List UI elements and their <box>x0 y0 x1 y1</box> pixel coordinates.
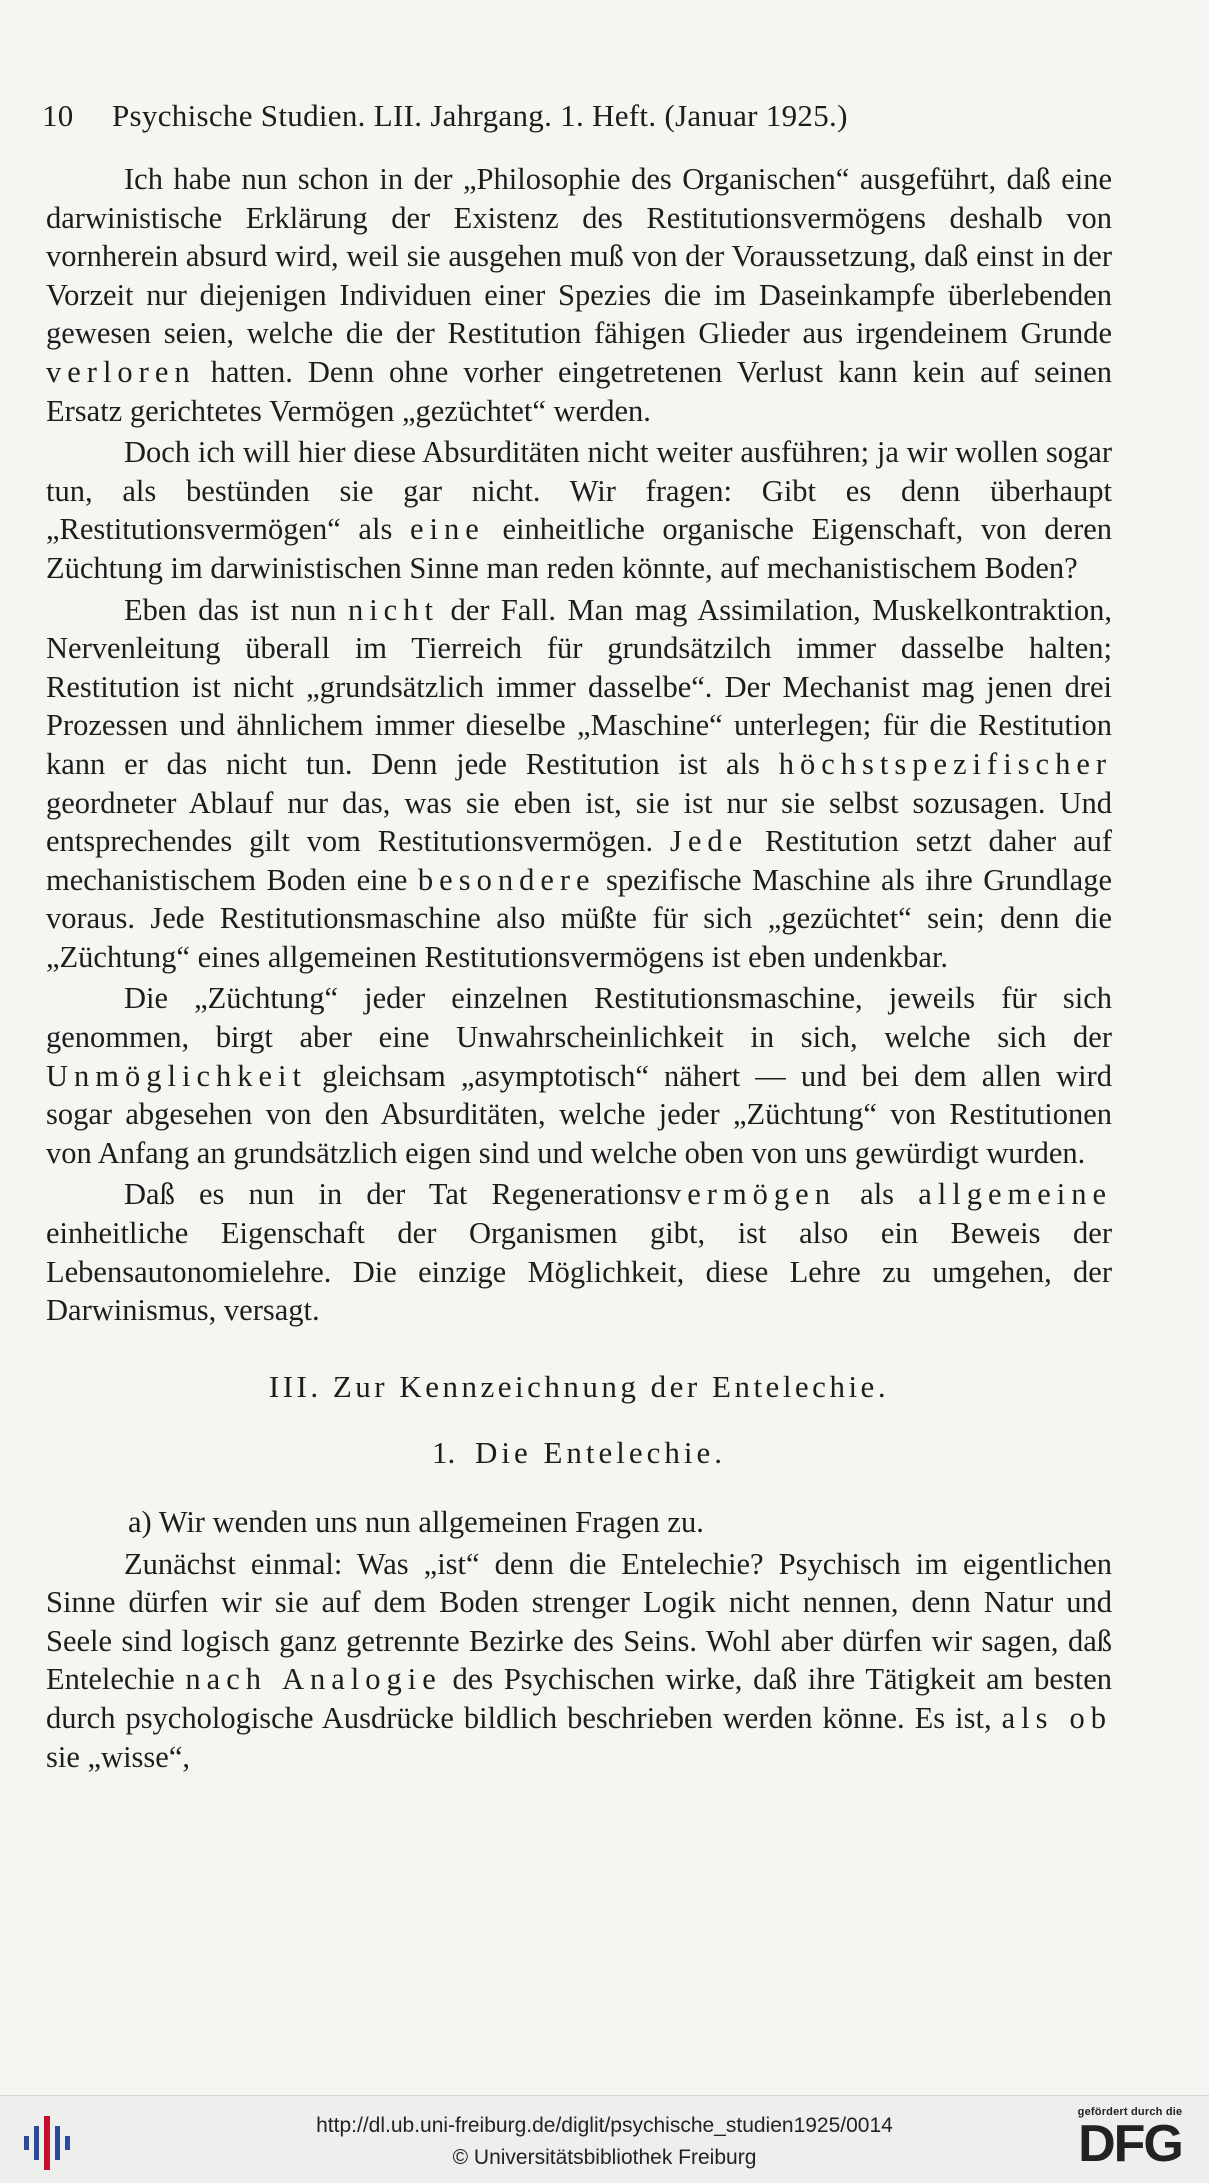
section-heading: III. Zur Kennzeichnung der Entelechie. <box>268 1368 890 1404</box>
viewer-footer <box>0 2095 1209 2183</box>
subsection-title: Die Entelechie. <box>474 1435 727 1471</box>
running-title: Psychische Studien. LII. Jahrgang. 1. Heft. (Januar 1925.) <box>112 98 848 133</box>
spaced-emphasis: vermögen <box>666 1177 836 1212</box>
spaced-emphasis: als ob <box>1001 1700 1112 1735</box>
spaced-emphasis: nach Analogie <box>185 1662 442 1697</box>
spaced-emphasis: höchstspezifischer <box>778 746 1113 781</box>
funding-label: gefördert durch die <box>1077 2106 1183 2118</box>
body-text <box>46 160 1112 1779</box>
paragraph-4: Die „Züchtung“ jeder einzelnen Restitutionsmaschine, jeweils für sich genommen, birgt aber eine Unwahrscheinlichkeit in sich, welche sich der Unmöglichkeit gleichsam „asymptotisch“ nähert — und bei dem allen wird sogar abgesehen von den Absurditäten, welche jeder „Züchtung“ von Restitutionen von Anfang an grundsätzlich eigen sind und welche oben von uns gewürdigt wurden. <box>46 981 1113 1170</box>
paragraph-2: Doch ich will hier diese Absurditäten nicht weiter ausführen; ja wir wollen sogar tun, als bestünden sie gar nicht. Wir fragen: Gibt es denn überhaupt „Restitutionsvermögen“ als eine einheitliche organische Eigenschaft, von deren Züchtung im darwinistischen Sinne man reden könnte, auf mechanistischem Boden? <box>46 435 1113 585</box>
dfg-logo-text: DFG <box>1078 2115 1182 2173</box>
paragraph-5: Daß es nun in der Tat Regenerationsvermögen als allgemeine einheitliche Eigenschaft der Organismen gibt, ist also ein Beweis der Lebensautonomielehre. Die einzige Möglichkeit, diese Lehre zu umgehen, der Darwinismus, versagt. <box>46 1177 1113 1328</box>
spaced-emphasis: besondere <box>417 862 596 897</box>
spaced-emphasis: nicht <box>347 592 439 627</box>
subsection-number: 1. <box>431 1435 456 1471</box>
paragraph-1: Ich habe nun schon in der „Philosophie des Organischen“ ausgeführt, daß eine darwinistische Erklärung der Existenz des Restitutionsvermögens deshalb von vornherein absurd wird, weil sie ausgehen muß von der Voraussetzung, daß einst in der Vorzeit nur diejenigen Individuen einer Spezies die im Daseinkampfe überlebenden gewesen seien, welche die der Restitution fähigen Glieder aus irgendeinem Grunde verloren hatten. Denn ohne vorher eingetretenen Verlust kann kein auf seinen Ersatz gerichtetes Vermögen „gezüchtet“ werden. <box>46 162 1113 428</box>
running-header <box>42 98 1149 134</box>
copyright-notice: © Universitätsbibliothek Freiburg <box>452 2146 757 2169</box>
spaced-emphasis: verloren <box>46 354 196 389</box>
paragraph-3: Eben das ist nun nicht der Fall. Man mag Assimilation, Muskelkontraktion, Nervenleitung überall im Tierreich für grundsätzilch immer dasselbe halten; Restitution ist nicht „grundsätzlich immer dasselbe“. Der Mechanist mag jenen drei Prozessen und ähnlichem immer dieselbe „Maschine“ unterlegen; für die Restitution kann er das nicht tun. Denn jede Restitution ist als höchstspezifischer geordneter Ablauf nur das, was sie eben ist, sie ist nur sie selbst sozusagen. Und entsprechendes gilt vom Restitutionsvermögen. Jede Restitution setzt daher auf mechanistischem Boden eine besondere spezifische Maschine als ihre Grundlage voraus. Jede Restitutionsmaschine also müßte für sich „gezüchtet“ sein; denn die „Züchtung“ eines allgemeinen Restitutionsvermögens ist eben undenkbar. <box>46 592 1113 974</box>
dfg-logo <box>1065 2106 1195 2176</box>
spaced-emphasis: eine <box>409 512 485 547</box>
page-number: 10 <box>42 98 74 133</box>
permalink-url[interactable]: http://dl.ub.uni-freiburg.de/diglit/psychische_studien1925/0014 <box>316 2114 893 2137</box>
paragraph-b: Zunächst einmal: Was „ist“ denn die Entelechie? Psychisch im eigentlichen Sinne dürfen wir sie auf dem Boden strenger Logik nicht nennen, denn Natur und Seele sind logisch ganz getrennte Bezirke des Seins. Wohl aber dürfen wir sagen, daß Entelechie nach Analogie des Psychischen wirke, daß ihre Tätigkeit am besten durch psychologische Ausdrücke bildlich beschrieben werden könne. Es ist, als ob sie „wisse“, <box>46 1546 1113 1774</box>
subsection-heading <box>46 1434 1112 1473</box>
spaced-emphasis: allgemeine <box>918 1177 1113 1212</box>
spaced-emphasis: Unmöglichkeit <box>46 1058 307 1093</box>
spaced-emphasis: Jede <box>669 824 749 859</box>
paragraph-a: a) Wir wenden uns nun allgemeinen Fragen zu. <box>128 1505 704 1539</box>
